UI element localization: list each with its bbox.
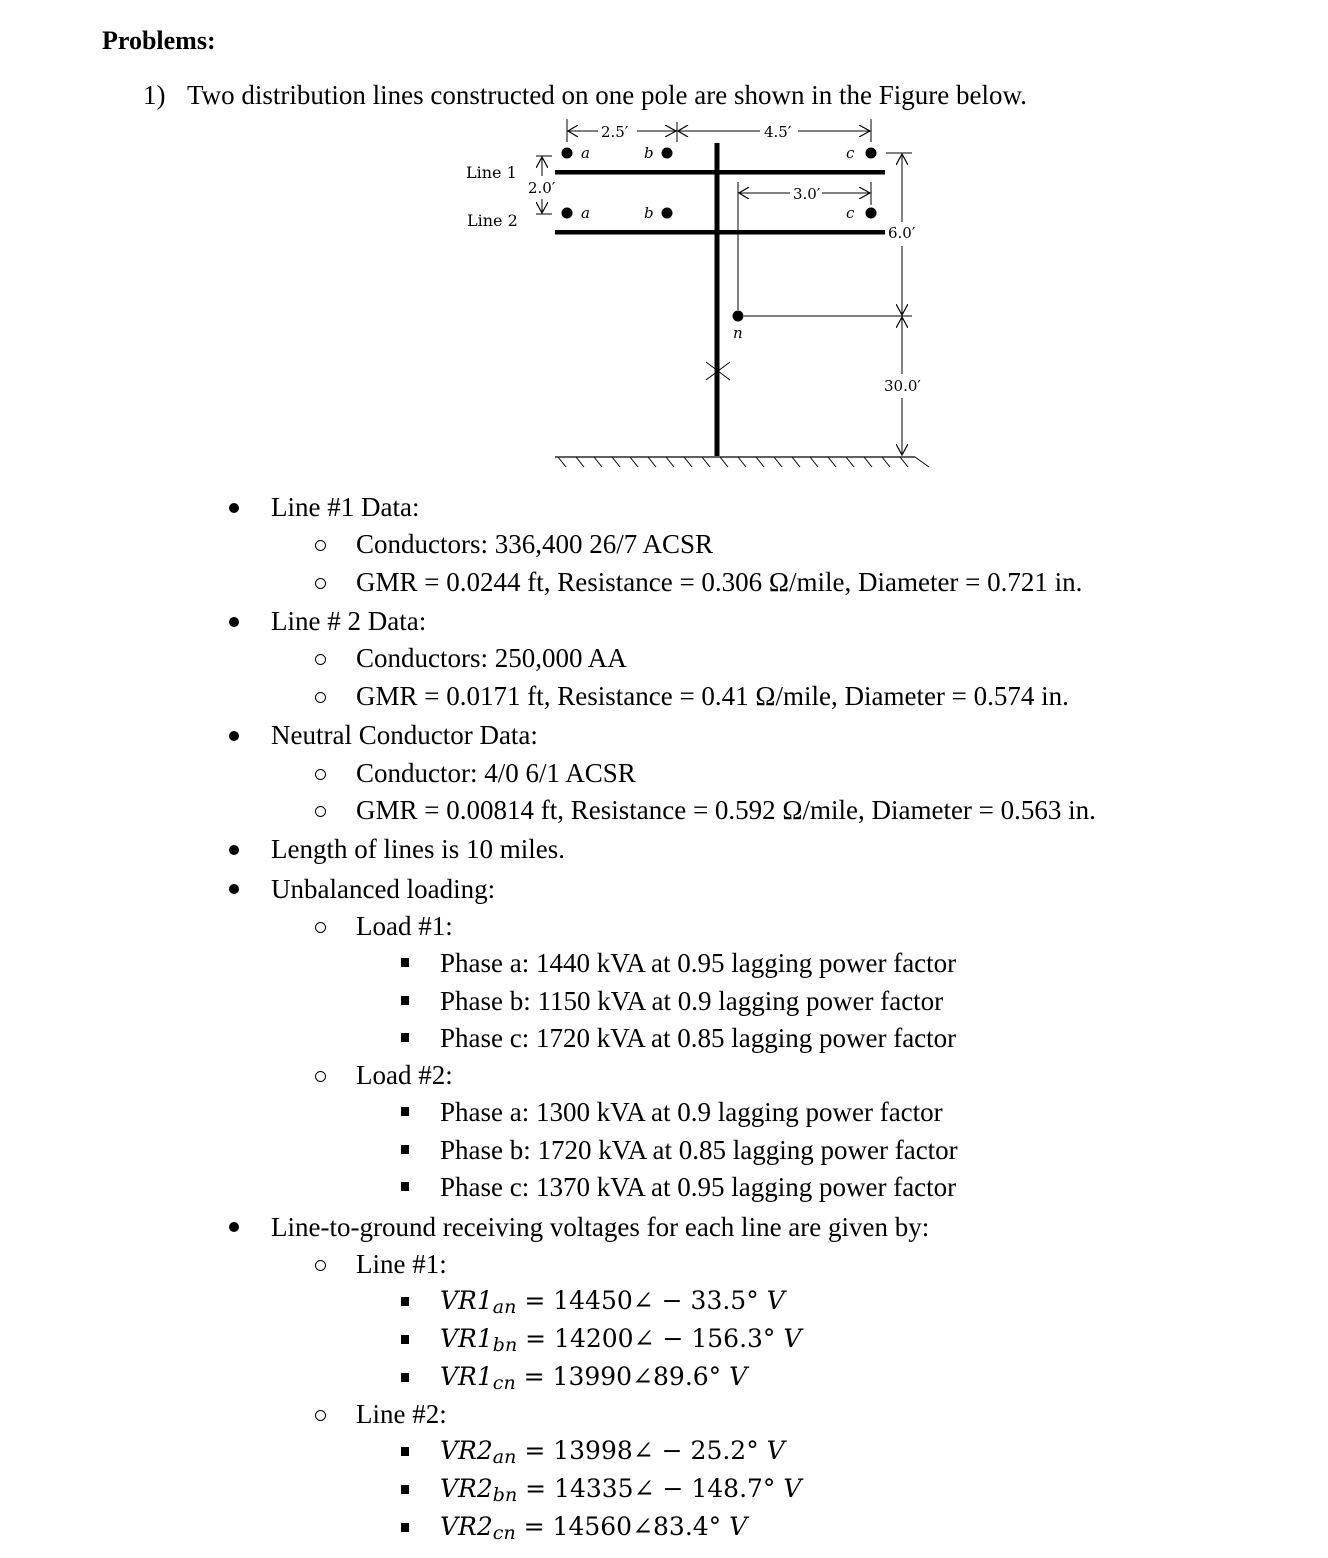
square-bullet	[401, 996, 409, 1005]
crossarm-line1	[555, 170, 885, 175]
load2-phase-b: Phase b: 1720 kVA at 0.85 lagging power factor	[440, 1135, 958, 1165]
load1-phase-c: Phase c: 1720 kVA at 0.85 lagging power factor	[440, 1023, 957, 1053]
dim-2-0: 2.0′	[528, 179, 556, 197]
label-line1-c: c	[846, 144, 855, 162]
bullet	[229, 617, 239, 627]
vr1-bn-equation: $VR1_{bn}$ = 14200∠ − 156.3° V	[440, 1324, 802, 1356]
line2-conductors: Conductors: 250,000 AA	[356, 643, 627, 673]
dim-3-0: 3.0′	[793, 185, 821, 203]
bullet	[229, 503, 239, 513]
line1-params: GMR = 0.0244 ft, Resistance = 0.306 Ω/mile, Diameter = 0.721 in.	[356, 567, 1083, 597]
square-bullet	[401, 1182, 409, 1191]
square-bullet	[401, 1373, 409, 1382]
pole-figure	[0, 0, 1328, 480]
conductor-line2-b	[662, 208, 673, 219]
voltages-line2-title: Line #2:	[356, 1399, 447, 1429]
square-bullet	[401, 1523, 409, 1532]
label-line1: Line 1	[466, 163, 517, 182]
square-bullet	[401, 1107, 409, 1116]
vr1-an-equation: $VR1_{an}$ = 14450∠ − 33.5° V	[440, 1286, 785, 1318]
voltages-line1-title: Line #1:	[356, 1249, 447, 1279]
sub-bullet	[315, 769, 326, 780]
sub-bullet	[315, 692, 326, 703]
bullet	[229, 1222, 239, 1232]
square-bullet	[401, 1447, 409, 1456]
square-bullet	[401, 1033, 409, 1042]
sub-bullet	[315, 1260, 326, 1271]
label-neutral-n: n	[733, 324, 743, 342]
sub-bullet	[315, 1410, 326, 1421]
line-length: Length of lines is 10 miles.	[271, 834, 565, 864]
conductor-neutral	[733, 311, 744, 322]
conductor-line1-a	[562, 148, 573, 159]
load1-title: Load #1:	[356, 911, 453, 941]
dim-2-5: 2.5′	[601, 123, 629, 141]
crossarm-line2	[555, 230, 885, 235]
conductor-line1-b	[662, 148, 673, 159]
line2-params: GMR = 0.0171 ft, Resistance = 0.41 Ω/mile, Diameter = 0.574 in.	[356, 681, 1069, 711]
label-line1-b: b	[644, 144, 654, 162]
pole	[715, 143, 720, 456]
vr1-cn-equation: $VR1_{cn}$ = 13990∠89.6° V	[440, 1362, 748, 1394]
label-line2-a: a	[581, 204, 590, 222]
dim-6-0: 6.0′	[888, 224, 916, 242]
bullet	[229, 845, 239, 855]
load1-phase-b: Phase b: 1150 kVA at 0.9 lagging power factor	[440, 986, 944, 1016]
square-bullet	[401, 1297, 409, 1306]
sub-bullet	[315, 806, 326, 817]
vr2-an-equation: $VR2_{an}$ = 13998∠ − 25.2° V	[440, 1436, 785, 1468]
sub-bullet	[315, 1071, 326, 1082]
vr2-cn-equation: $VR2_{cn}$ = 14560∠83.4° V	[440, 1512, 748, 1544]
square-bullet	[401, 1485, 409, 1494]
load1-phase-a: Phase a: 1440 kVA at 0.95 lagging power factor	[440, 948, 957, 978]
line1-data-title: Line #1 Data:	[271, 492, 420, 522]
square-bullet	[401, 958, 409, 967]
label-line2-c: c	[846, 204, 855, 222]
square-bullet	[401, 1145, 409, 1154]
label-line1-a: a	[581, 144, 590, 162]
loading-title: Unbalanced loading:	[271, 874, 496, 904]
neutral-params: GMR = 0.00814 ft, Resistance = 0.592 Ω/mile, Diameter = 0.563 in.	[356, 795, 1096, 825]
bullet	[229, 731, 239, 741]
problem-text: Two distribution lines constructed on one pole are shown in the Figure below.	[187, 80, 1027, 110]
bullet	[229, 884, 239, 894]
load2-title: Load #2:	[356, 1060, 453, 1090]
problem-number: 1)	[143, 80, 166, 110]
dim-30-0: 30.0′	[884, 377, 921, 395]
sub-bullet	[315, 578, 326, 589]
sub-bullet	[315, 922, 326, 933]
dim-4-5: 4.5′	[764, 123, 792, 141]
label-line2: Line 2	[467, 211, 518, 230]
conductor-line2-a	[562, 208, 573, 219]
voltages-title: Line-to-ground receiving voltages for each line are given by:	[271, 1212, 930, 1242]
neutral-data-title: Neutral Conductor Data:	[271, 720, 538, 750]
load2-phase-a: Phase a: 1300 kVA at 0.9 lagging power factor	[440, 1097, 943, 1127]
line1-conductors: Conductors: 336,400 26/7 ACSR	[356, 529, 714, 559]
section-heading: Problems:	[102, 26, 216, 55]
square-bullet	[401, 1335, 409, 1344]
conductor-line2-c	[866, 208, 877, 219]
sub-bullet	[315, 654, 326, 665]
vr2-bn-equation: $VR2_{bn}$ = 14335∠ − 148.7° V	[440, 1474, 802, 1506]
load2-phase-c: Phase c: 1370 kVA at 0.95 lagging power factor	[440, 1172, 957, 1202]
neutral-conductor: Conductor: 4/0 6/1 ACSR	[356, 758, 636, 788]
sub-bullet	[315, 540, 326, 551]
line2-data-title: Line # 2 Data:	[271, 606, 427, 636]
conductor-line1-c	[866, 148, 877, 159]
label-line2-b: b	[644, 204, 654, 222]
